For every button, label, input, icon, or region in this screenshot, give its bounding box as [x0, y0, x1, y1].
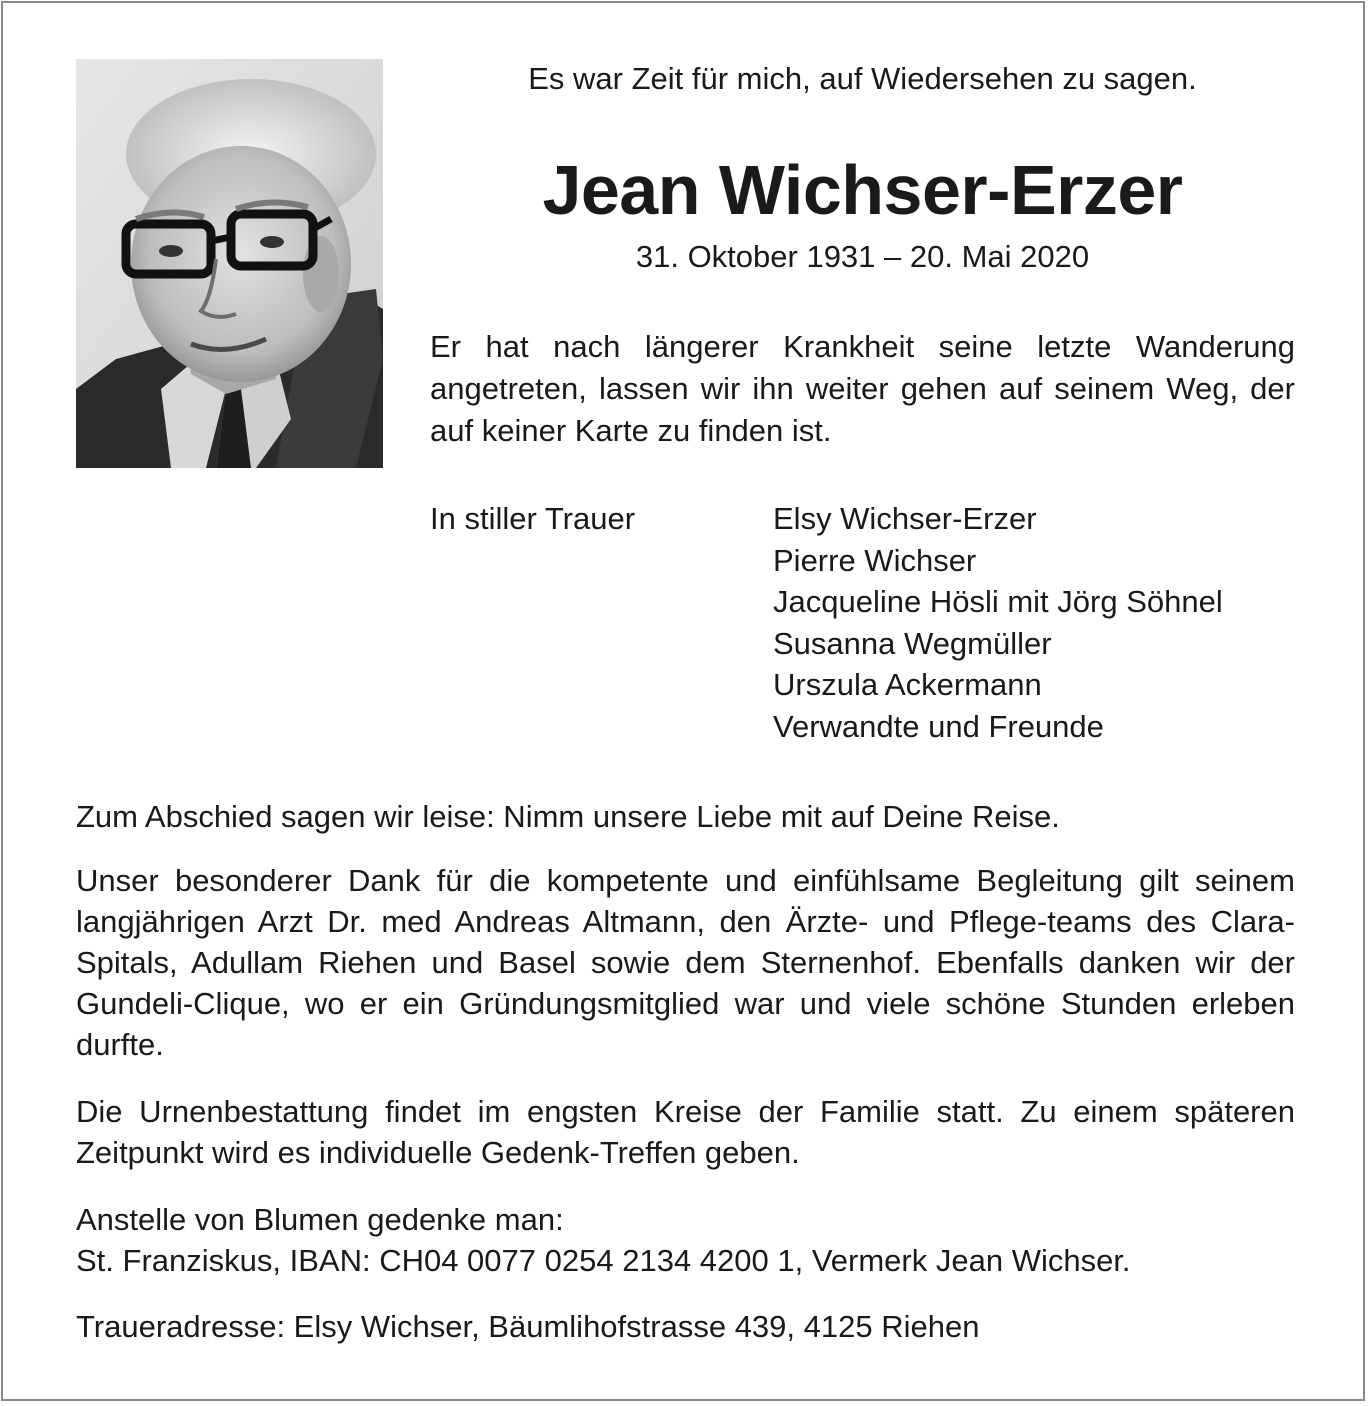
- mourner-name: Elsy Wichser-Erzer: [773, 501, 1037, 536]
- portrait-photo: [76, 59, 383, 468]
- mourner-name: Pierre Wichser: [773, 542, 977, 578]
- motto-line: Es war Zeit für mich, auf Wiedersehen zu sagen.: [528, 61, 1197, 96]
- donation-block: [76, 1199, 1295, 1281]
- mourner-name: Jacqueline Hösli mit Jörg Söhnel: [773, 584, 1223, 619]
- donation-intro: Anstelle von Blumen gedenke man:: [76, 1202, 564, 1237]
- mourner-name: Urszula Ackermann: [773, 667, 1042, 702]
- thanks-paragraph: Unser besonderer Dank für die kompetente und einfühlsame Begleitung gilt seinem langjährigen Arzt Dr. med Andreas Altmann, den Ärzte- und Pflege-teams des Clara-Spitals, Adullam Riehen und Basel sowie dem Sternenhof. Ebenfalls danken wir der Gundeli-Clique, wo er ein Gründungsmitglied war und viele schöne Stunden erleben durfte.: [76, 863, 1295, 1062]
- mourning-label: In stiller Trauer: [430, 501, 636, 536]
- mourners-list: [773, 498, 1223, 747]
- mourning-address: Traueradresse: Elsy Wichser, Bäumlihofstrasse 439, 4125 Riehen: [76, 1309, 980, 1344]
- life-dates: 31. Oktober 1931 – 20. Mai 2020: [635, 239, 1090, 274]
- mourner-name: Verwandte und Freunde: [773, 708, 1104, 744]
- mourner-name: Susanna Wegmüller: [773, 625, 1052, 661]
- deceased-name: Jean Wichser-Erzer: [542, 151, 1183, 229]
- donation-details: St. Franziskus, IBAN: CH04 0077 0254 2134 4200 1, Vermerk Jean Wichser.: [76, 1243, 1131, 1278]
- intro-paragraph: Er hat nach längerer Krankheit seine letzte Wanderung angetreten, lassen wir ihn weiter gehen auf seinem Weg, der auf keiner Karte zu finden ist.: [430, 329, 1295, 448]
- farewell-line: Zum Abschied sagen wir leise: Nimm unsere Liebe mit auf Deine Reise.: [76, 799, 1060, 834]
- burial-paragraph: Die Urnenbestattung findet im engsten Kreise der Familie statt. Zu einem späteren Zeitpunkt wird es individuelle Gedenk-Treffen geben.: [76, 1094, 1295, 1170]
